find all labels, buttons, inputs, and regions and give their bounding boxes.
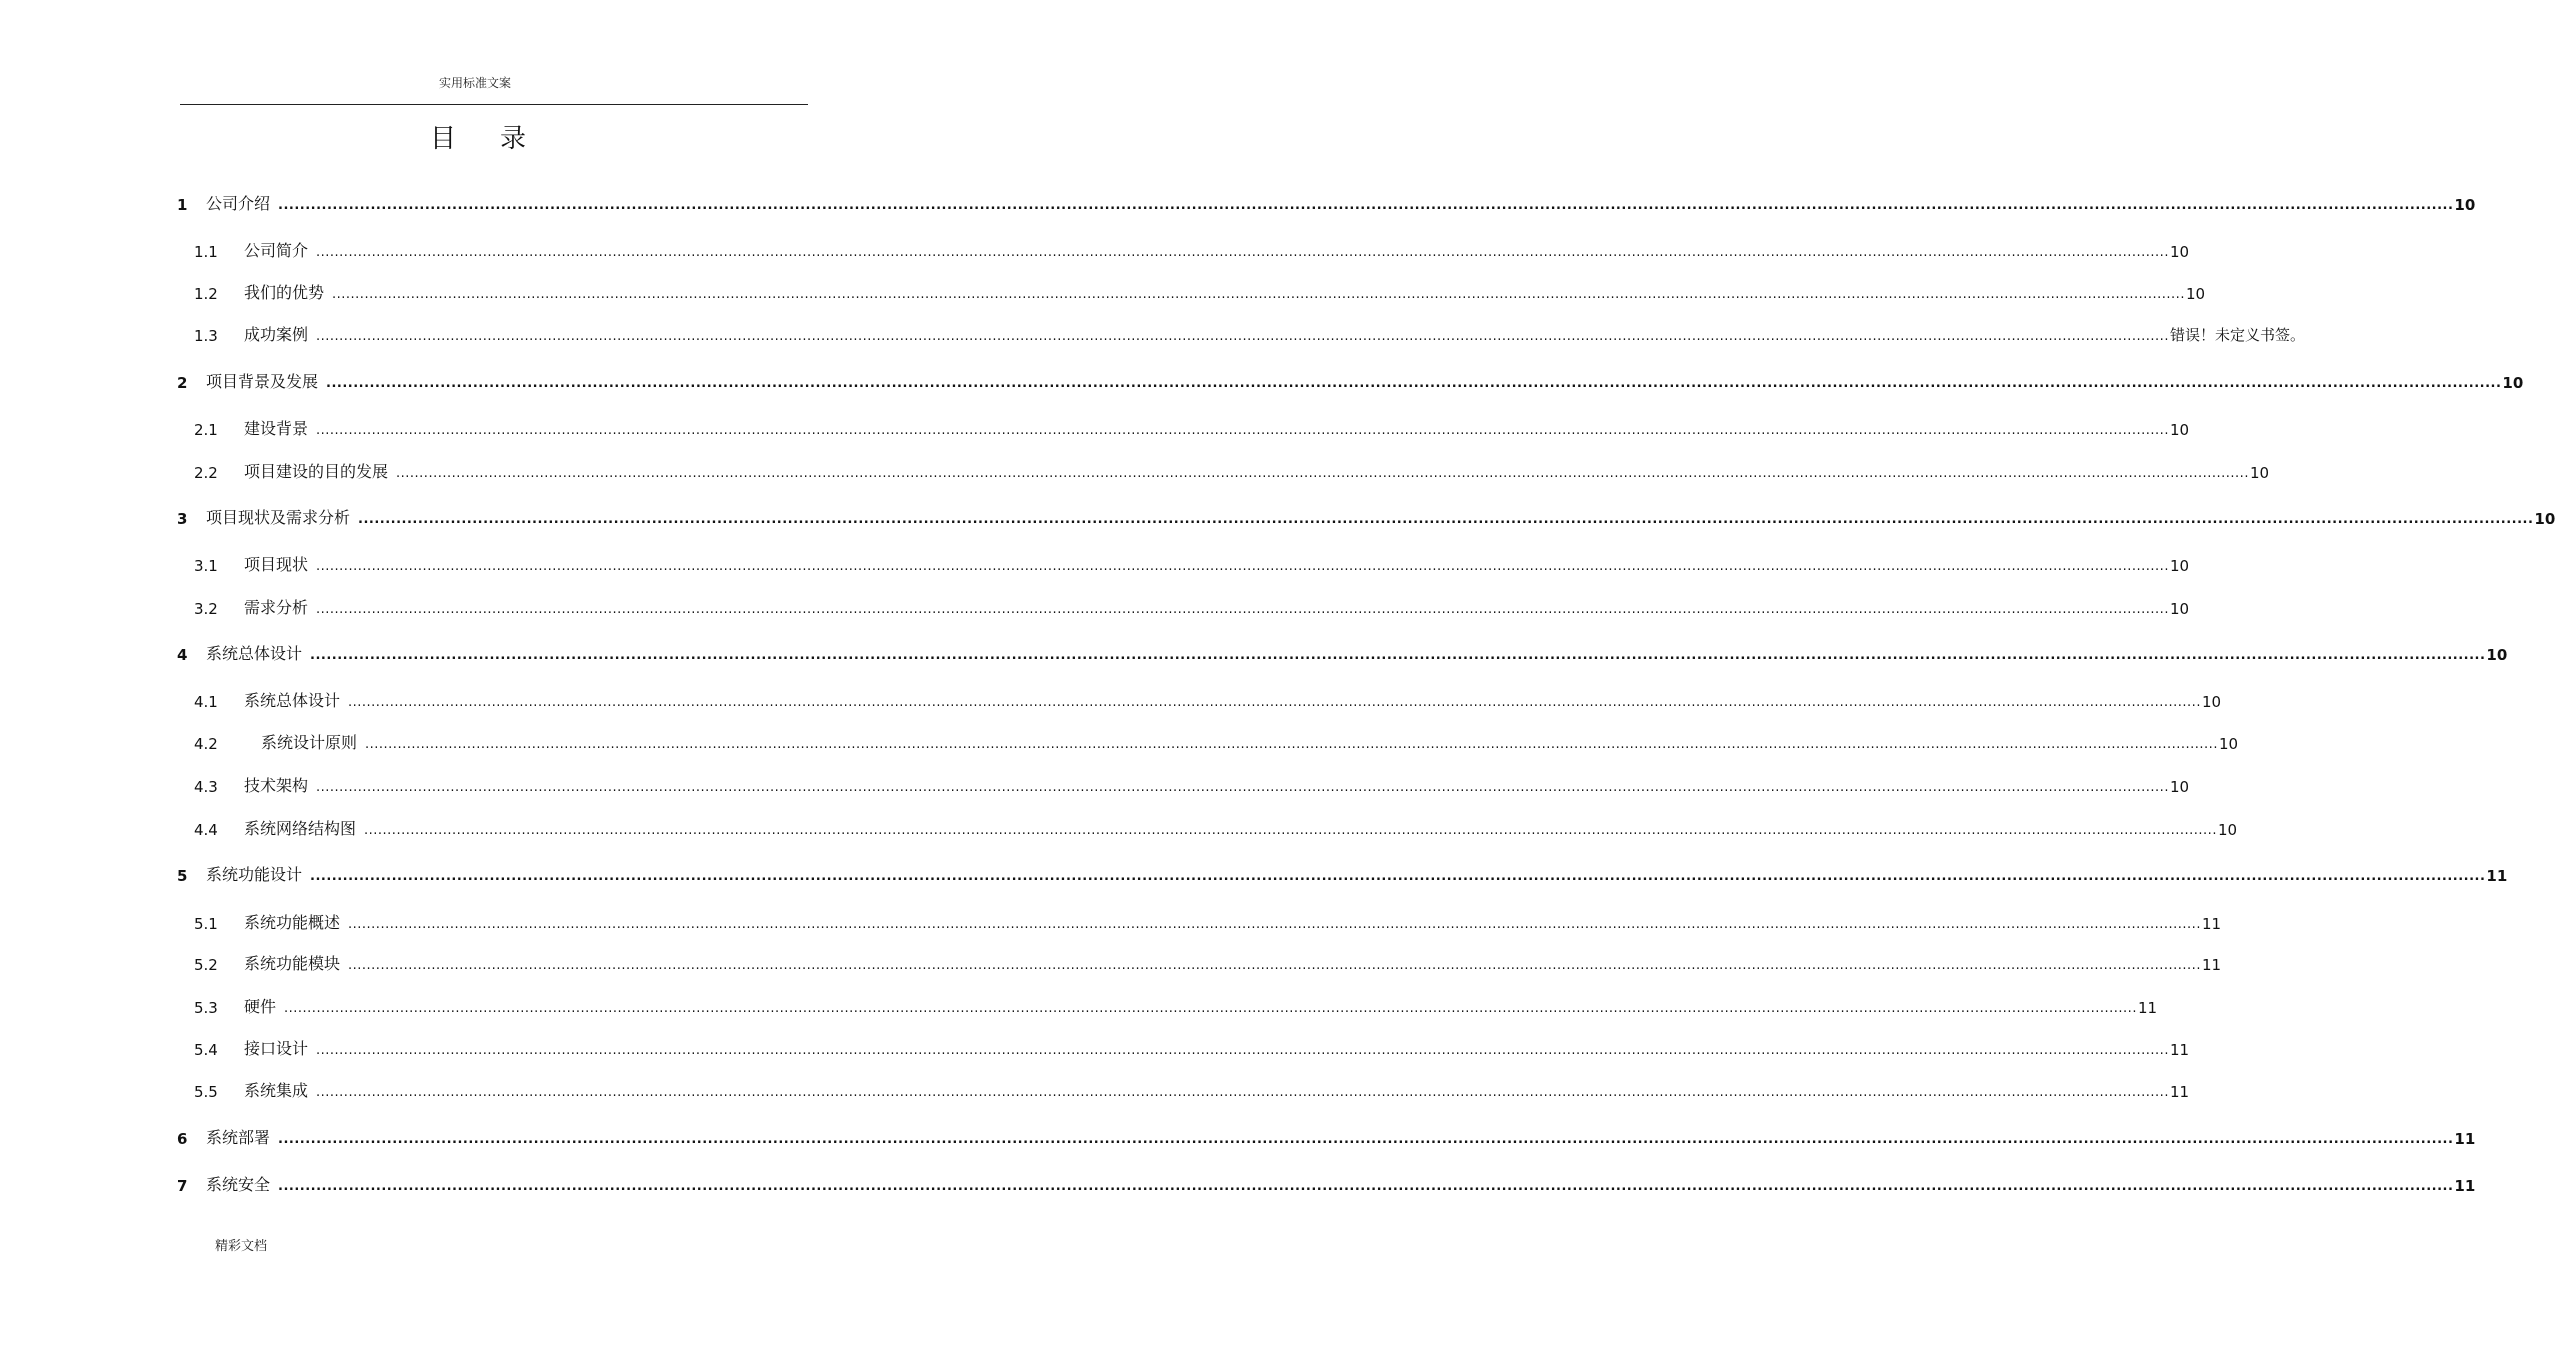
toc-dot-leader: ................................................................................................................................................................................................................................................................................................................................................................................................................ — [310, 648, 2486, 663]
toc-entry[interactable] — [194, 950, 2222, 974]
toc-dot-leader: ................................................................................................................................................................................................................................................................................................................................................................................................................ — [316, 245, 2169, 260]
toc-entry-label: 系统功能概述 — [244, 913, 341, 932]
toc-entry-page: 10 — [2502, 374, 2524, 392]
toc-dot-leader: ................................................................................................................................................................................................................................................................................................................................................................................................................ — [365, 737, 2218, 752]
toc-dot-leader: ................................................................................................................................................................................................................................................................................................................................................................................................................ — [364, 823, 2217, 838]
toc-entry-label: 系统集成 — [244, 1081, 309, 1100]
toc-entry-page: 10 — [2169, 600, 2190, 618]
toc-entry-page: 11 — [2169, 1041, 2190, 1059]
toc-entry-label: 我们的优势 — [244, 283, 325, 302]
toc-entry-label: 项目现状及需求分析 — [206, 508, 351, 527]
toc-entry-label: 技术架构 — [244, 776, 309, 795]
toc-entry-number: 2.1 — [194, 421, 218, 439]
toc-entry-page: 10 — [2169, 243, 2190, 261]
toc-entry-page: 10 — [2217, 821, 2238, 839]
toc-dot-leader: ................................................................................................................................................................................................................................................................................................................................................................................................................ — [278, 1179, 2454, 1194]
header-rule — [180, 104, 808, 105]
toc-entry[interactable] — [177, 368, 2524, 392]
toc-entry[interactable] — [194, 458, 2270, 482]
toc-entry[interactable] — [194, 594, 2190, 618]
toc-entry[interactable] — [194, 237, 2190, 261]
toc-entry[interactable] — [177, 190, 2476, 214]
toc-entry-number: 1 — [177, 196, 188, 214]
toc-entry-page: 10 — [2218, 735, 2239, 753]
toc-entry-number: 4.2 — [194, 735, 218, 753]
toc-dot-leader: ................................................................................................................................................................................................................................................................................................................................................................................................................ — [278, 198, 2454, 213]
toc-entry-label: 接口设计 — [244, 1039, 309, 1058]
page-footer: 精彩文档 — [215, 1239, 268, 1254]
toc-entry-number: 3.1 — [194, 557, 218, 575]
toc-entry-label: 硬件 — [244, 997, 277, 1016]
toc-entry-number: 2.2 — [194, 464, 218, 482]
toc-entry[interactable] — [194, 279, 2206, 303]
toc-entry-number: 5.1 — [194, 915, 218, 933]
toc-dot-leader: ................................................................................................................................................................................................................................................................................................................................................................................................................ — [348, 958, 2201, 973]
toc-entry-label: 需求分析 — [244, 598, 309, 617]
toc-entry[interactable] — [194, 729, 2239, 753]
toc-entry[interactable] — [194, 551, 2190, 575]
toc-entry-page: 11 — [2486, 867, 2508, 885]
toc-entry-number: 3.2 — [194, 600, 218, 618]
toc-entry-page: 错误！未定义书签。 — [2169, 326, 2305, 344]
toc-dot-leader: ................................................................................................................................................................................................................................................................................................................................................................................................................ — [348, 695, 2201, 710]
toc-entry-label: 公司介绍 — [206, 194, 271, 213]
toc-entry-page: 10 — [2169, 557, 2190, 575]
toc-entry-number: 4.3 — [194, 778, 218, 796]
toc-entry-page: 10 — [2201, 693, 2222, 711]
toc-dot-leader: ................................................................................................................................................................................................................................................................................................................................................................................................................ — [316, 329, 2169, 344]
toc-entry-number: 5.3 — [194, 999, 218, 1017]
toc-dot-leader: ................................................................................................................................................................................................................................................................................................................................................................................................................ — [284, 1001, 2137, 1016]
toc-entry[interactable] — [177, 504, 2555, 528]
toc-dot-leader: ................................................................................................................................................................................................................................................................................................................................................................................................................ — [316, 423, 2169, 438]
toc-dot-leader: ................................................................................................................................................................................................................................................................................................................................................................................................................ — [316, 602, 2169, 617]
toc-dot-leader: ................................................................................................................................................................................................................................................................................................................................................................................................................ — [358, 512, 2534, 527]
toc-dot-leader: ................................................................................................................................................................................................................................................................................................................................................................................................................ — [332, 287, 2185, 302]
toc-dot-leader: ................................................................................................................................................................................................................................................................................................................................................................................................................ — [396, 466, 2249, 481]
toc-entry-number: 1.2 — [194, 285, 218, 303]
toc-entry-number: 5.5 — [194, 1083, 218, 1101]
toc-entry-number: 5.4 — [194, 1041, 218, 1059]
toc-entry[interactable] — [177, 640, 2508, 664]
toc-entry-page: 11 — [2169, 1083, 2190, 1101]
toc-entry-number: 1.3 — [194, 327, 218, 345]
toc-entry-page: 11 — [2201, 956, 2222, 974]
toc-entry[interactable] — [194, 321, 2305, 345]
toc-entry[interactable] — [194, 993, 2158, 1017]
toc-entry[interactable] — [194, 1077, 2190, 1101]
toc-entry-number: 4 — [177, 646, 188, 664]
toc-entry-number: 4.4 — [194, 821, 218, 839]
toc-entry-label: 系统总体设计 — [206, 644, 303, 663]
toc-entry[interactable] — [194, 815, 2238, 839]
toc-entry-label: 系统部署 — [206, 1128, 271, 1147]
toc-entry-page: 10 — [2169, 421, 2190, 439]
toc-dot-leader: ................................................................................................................................................................................................................................................................................................................................................................................................................ — [316, 1085, 2169, 1100]
toc-entry-page: 10 — [2454, 196, 2476, 214]
toc-entry-label: 公司简介 — [244, 241, 309, 260]
toc-entry-number: 6 — [177, 1130, 188, 1148]
toc-entry-number: 3 — [177, 510, 188, 528]
toc-entry-page: 11 — [2201, 915, 2222, 933]
toc-entry-label: 项目现状 — [244, 555, 309, 574]
toc-entry-number: 4.1 — [194, 693, 218, 711]
toc-entry[interactable] — [194, 687, 2222, 711]
toc-entry-number: 7 — [177, 1177, 188, 1195]
toc-dot-leader: ................................................................................................................................................................................................................................................................................................................................................................................................................ — [278, 1132, 2454, 1147]
toc-dot-leader: ................................................................................................................................................................................................................................................................................................................................................................................................................ — [348, 917, 2201, 932]
toc-dot-leader: ................................................................................................................................................................................................................................................................................................................................................................................................................ — [316, 559, 2169, 574]
toc-entry-number: 5.2 — [194, 956, 218, 974]
toc-entry[interactable] — [194, 1035, 2190, 1059]
toc-entry[interactable] — [194, 772, 2190, 796]
toc-entry-label: 系统总体设计 — [244, 691, 341, 710]
toc-entry-page: 10 — [2486, 646, 2508, 664]
toc-entry-label: 成功案例 — [244, 325, 309, 344]
toc-entry-number: 5 — [177, 867, 188, 885]
toc-entry-number: 2 — [177, 374, 188, 392]
toc-entry-page: 11 — [2454, 1130, 2476, 1148]
toc-entry-page: 10 — [2169, 778, 2190, 796]
toc-entry-label: 系统功能模块 — [244, 954, 341, 973]
toc-entry-label: 系统设计原则 — [261, 733, 358, 752]
toc-dot-leader: ................................................................................................................................................................................................................................................................................................................................................................................................................ — [326, 376, 2502, 391]
toc-entry-label: 系统网络结构图 — [244, 819, 357, 838]
toc-entry-label: 项目建设的目的发展 — [244, 462, 389, 481]
toc-entry-page: 10 — [2185, 285, 2206, 303]
toc-entry[interactable] — [194, 415, 2190, 439]
toc-dot-leader: ................................................................................................................................................................................................................................................................................................................................................................................................................ — [316, 1043, 2169, 1058]
toc-entry-label: 系统安全 — [206, 1175, 271, 1194]
toc-entry[interactable] — [177, 861, 2508, 885]
toc-entry[interactable] — [177, 1124, 2476, 1148]
toc-entry-page: 11 — [2137, 999, 2158, 1017]
page-header: 实用标准文案 — [438, 76, 511, 90]
toc-dot-leader: ................................................................................................................................................................................................................................................................................................................................................................................................................ — [310, 869, 2486, 884]
toc-dot-leader: ................................................................................................................................................................................................................................................................................................................................................................................................................ — [316, 780, 2169, 795]
toc-entry[interactable] — [177, 1171, 2476, 1195]
toc-entry-label: 项目背景及发展 — [206, 372, 319, 391]
toc-entry-page: 11 — [2454, 1177, 2476, 1195]
toc-entry-label: 系统功能设计 — [206, 865, 303, 884]
page-title: 目录 — [429, 124, 570, 154]
toc-entry-page: 10 — [2249, 464, 2270, 482]
toc-entry-number: 1.1 — [194, 243, 218, 261]
toc-entry-page: 10 — [2534, 510, 2555, 528]
toc-entry-label: 建设背景 — [244, 419, 309, 438]
toc-entry[interactable] — [194, 909, 2222, 933]
